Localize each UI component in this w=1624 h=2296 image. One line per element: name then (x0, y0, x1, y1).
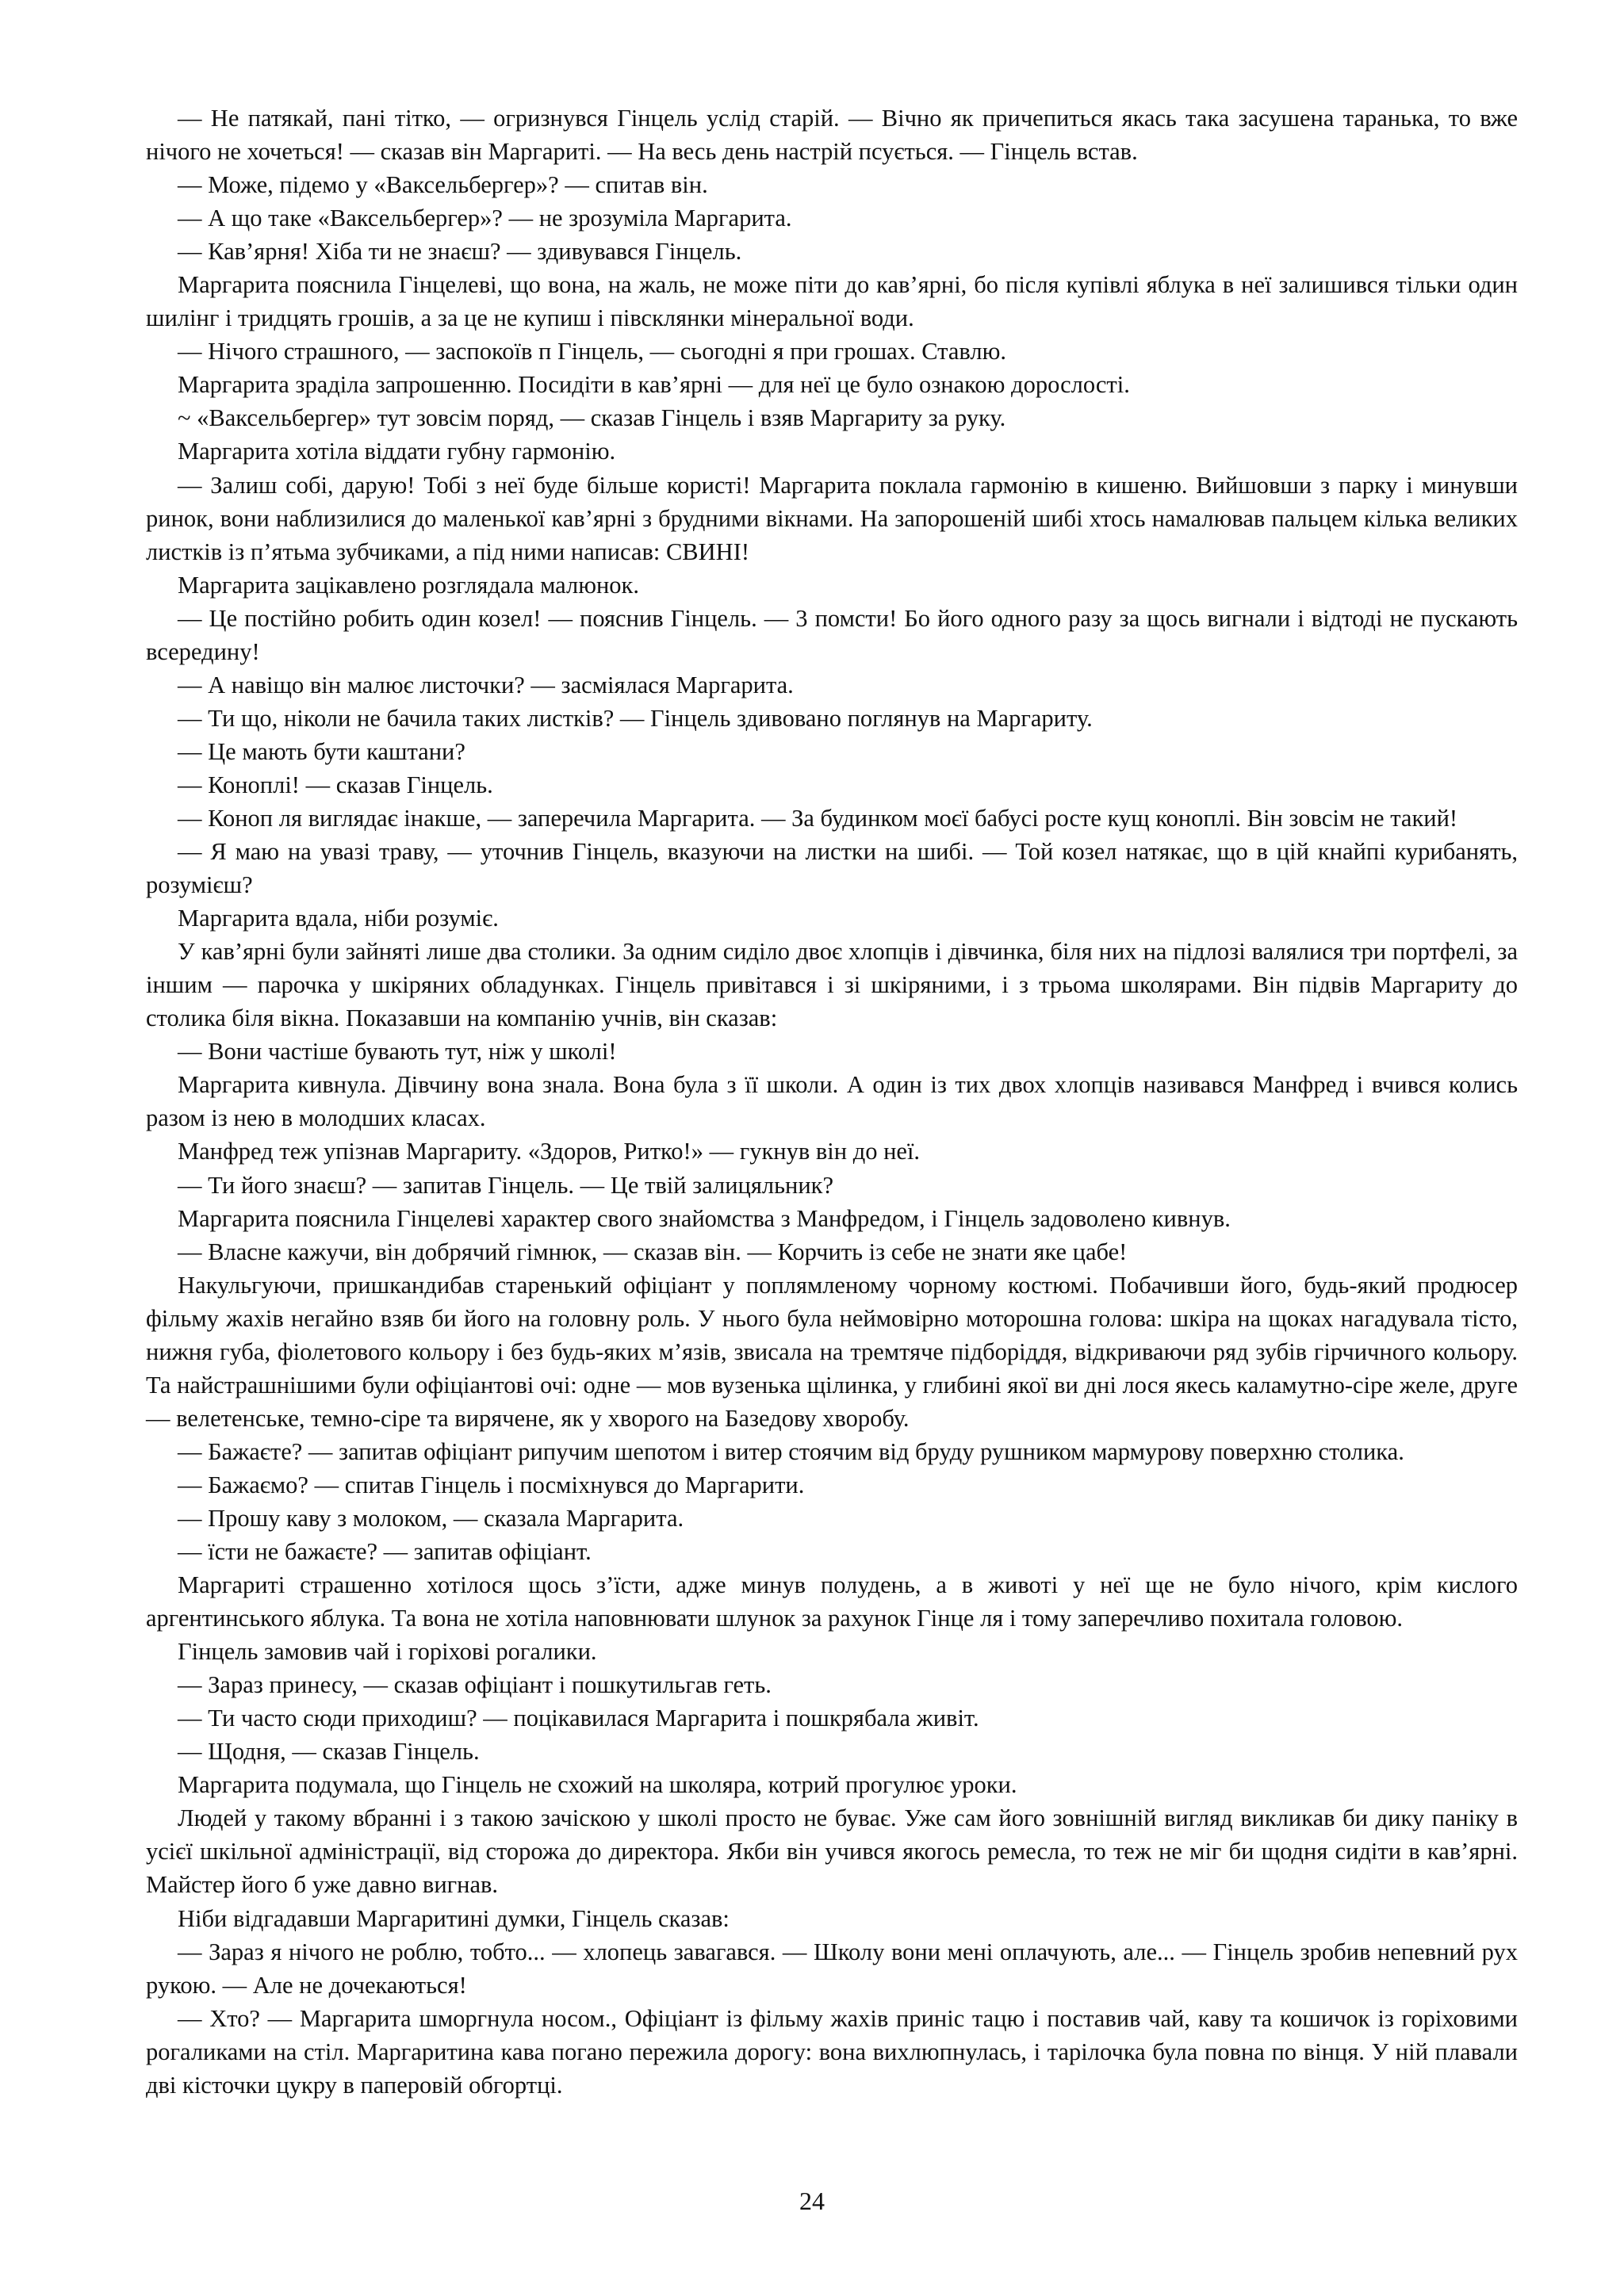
paragraph: — Бажаємо? — спитав Гінцель і посміхнувся до Маргарити. (178, 1471, 805, 1498)
paragraph: — Може, підемо у «Ваксельбергер»? — спитав він. (178, 171, 708, 199)
paragraph: — Хто? — Маргарита шморгнула носом., Офіціант із фільму жахів приніс тацю і поставив чай, каву та кошичок із горіховими рогаликами на стіл. Маргаритина кава погано пережила дорогу: вона вихлюпнулась, і тарілочка була повна по вінця. У ній плавали дві кісточки цукру в паперовій обгортці. (146, 2004, 1518, 2099)
page-number: 24 (799, 2187, 825, 2215)
paragraph: — їсти не бажаєте? — запитав офіціант. (178, 1538, 592, 1566)
paragraph: — Зараз я нічого не роблю, тобто... — хлопець завагався. — Школу вони мені оплачують, але... — Гінцель зробив непевний рух рукою. — Але не дочекаються! (146, 1938, 1518, 1999)
paragraph: Гінцель замовив чай і горіхові рогалики. (178, 1638, 597, 1666)
paragraph: — Щодня, — сказав Гінцель. (178, 1738, 480, 1766)
paragraph: Маргарита кивнула. Дівчину вона знала. Вона була з її школи. А один із тих двох хлопців називався Манфред і вчився колись разом із нею в молодших класах. (146, 1071, 1518, 1132)
paragraph: — Це мають бути каштани? (178, 737, 465, 765)
paragraph: — Прошу каву з молоком, — сказала Маргарита. (178, 1504, 684, 1532)
paragraph: — Це постійно робить один козел! — пояснив Гінцель. — 3 помсти! Бо його одного разу за щось вигнали і відтоді не пускають всередину! (146, 604, 1518, 665)
paragraph: Маргарита подумала, що Гінцель не схожий на школяра, котрий прогулює уроки. (178, 1771, 1017, 1799)
page-body (146, 101, 1518, 2102)
paragraph: — Коноплі! — сказав Гінцель. (178, 771, 493, 798)
paragraph: — Кав’ярня! Хіба ти не знаєш? — здивувався Гінцель. (178, 238, 742, 266)
paragraph: Маргариті страшенно хотілося щось з’їсти, адже минув полудень, а в животі у неї ще не було нічого, крім кислого аргентинського яблука. Та вона не хотіла наповнювати шлунок за рахунок Гінце ля і тому заперечливо похитала головою. (146, 1571, 1518, 1632)
paragraph: — Я маю на увазі траву, — уточнив Гінцель, вказуючи на листки на шибі. — Той козел натякає, що в цій кнайпі курибанять, розумієш? (146, 838, 1518, 899)
paragraph: — Ти часто сюди приходиш? — поцікавилася Маргарита і пошкрябала живіт. (178, 1705, 979, 1732)
paragraph: — Бажаєте? — запитав офіціант рипучим шепотом і витер стоячим від бруду рушником мармурову поверхню столика. (178, 1437, 1404, 1465)
paragraph: — Залиш собі, дарую! Тобі з неї буде більше користі! Маргарита поклала гармонію в кишеню. Вийшовши з парку і минувши ринок, вони наблизилися до маленької кав’ярні з брудними вікнами. На запорошеній шибі хтось намалював пальцем кілька великих листків із п’ятьма зубчиками, а під ними написав: СВИНІ! (146, 471, 1518, 565)
paragraph: Маргарита пояснила Гінцелеві, що вона, на жаль, не може піти до кав’ярні, бо після купівлі яблука в неї залишився тільки один шилінг і тридцять грошів, а за це не купиш і півсклянки мінеральної води. (146, 271, 1518, 332)
paragraph: — А що таке «Ваксельбергер»? — не зрозуміла Маргарита. (178, 205, 792, 232)
paragraph: — А навіщо він малює листочки? — засміялася Маргарита. (178, 671, 794, 698)
paragraph: — Не патякай, пані тітко, — огризнувся Гінцель услід старій. — Вічно як причепиться якась така засушена таранька, то вже нічого не хочеться! — сказав він Маргариті. — На весь день настрій псується. — Гінцель встав. (146, 105, 1518, 166)
paragraph: Людей у такому вбранні і з такою зачіскою у школі просто не буває. Уже сам його зовнішній вигляд викликав би дику паніку в усієї шкільної адміністрації, від сторожа до директора. Якби він учився якогось ремесла, то теж не міг би щодня сидіти в кав’ярні. Майстер його б уже давно вигнав. (146, 1804, 1518, 1899)
paragraph: ~ «Ваксельбергер» тут зовсім поряд, — сказав Гінцель і взяв Маргариту за руку. (178, 404, 1006, 432)
paragraph: — Нічого страшного, — заспокоїв п Гінцель, — сьогодні я при грошах. Ставлю. (178, 338, 1007, 365)
paragraph: — Зараз принесу, — сказав офіціант і пошкутильгав геть. (178, 1671, 772, 1699)
paragraph: — Вони частіше бувають тут, ніж у школі! (178, 1038, 617, 1066)
paragraph: — Ти його знаєш? — запитав Гінцель. — Це твій залицяльник? (178, 1171, 834, 1199)
paragraph: У кав’ярні були зайняті лише два столики. За одним сиділо двоє хлопців і дівчинка, біля них на підлозі валялися три портфелі, за іншим — парочка у шкіряних обладунках. Гінцель привітався і зі шкіряними, і з трьома школярами. Він підвів Маргариту до столика біля вікна. Показавши на компанію учнів, він сказав: (146, 938, 1518, 1032)
paragraph: Манфред теж упізнав Маргариту. «Здоров, Ритко!» — гукнув він до неї. (178, 1138, 921, 1165)
paragraph: — Коноп ля виглядає інакше, — заперечила Маргарита. — За будинком моєї бабусі росте кущ коноплі. Він зовсім не такий! (178, 804, 1458, 832)
paragraph: Маргарита зацікавлено розглядала малюнок. (178, 571, 640, 599)
paragraph: Маргарита хотіла віддати губну гармонію. (178, 438, 616, 465)
paragraph: — Ти що, ніколи не бачила таких листків? — Гінцель здивовано поглянув на Маргариту. (178, 704, 1093, 732)
paragraph: Маргарита пояснила Гінцелеві характер свого знайомства з Манфредом, і Гінцель задоволено кивнув. (178, 1204, 1231, 1232)
paragraph: — Власне кажучи, він добрячий гімнюк, — сказав він. — Корчить із себе не знати яке цабе! (178, 1238, 1128, 1265)
paragraph: Маргарита зраділа запрошенню. Посидіти в кав’ярні — для неї це було ознакою дорослості. (178, 371, 1130, 399)
paragraph: Накульгуючи, пришкандибав старенький офіціант у поплямленому чорному костюмі. Побачивши його, будь-який продюсер фільму жахів негайно взяв би його на головну роль. У нього була неймовірно моторошна голова: шкіра на щоках нагадувала тісто, нижня губа, фіолетового кольору і без будь-яких м’язів, звисала на тремтяче підборіддя, відкриваючи ряд зубів гірчичного кольору. Та найстрашнішими були офіціантові очі: одне — мов вузенька щілинка, у глибині якої ви дні лося якесь каламутно-сіре желе, друге — велетенське, темно-сіре та вирячене, як у хворого на Базедову хворобу. (146, 1271, 1518, 1432)
paragraph: Маргарита вдала, ніби розуміє. (178, 905, 499, 932)
paragraph: Ніби відгадавши Маргаритині думки, Гінцель сказав: (178, 1904, 730, 1932)
